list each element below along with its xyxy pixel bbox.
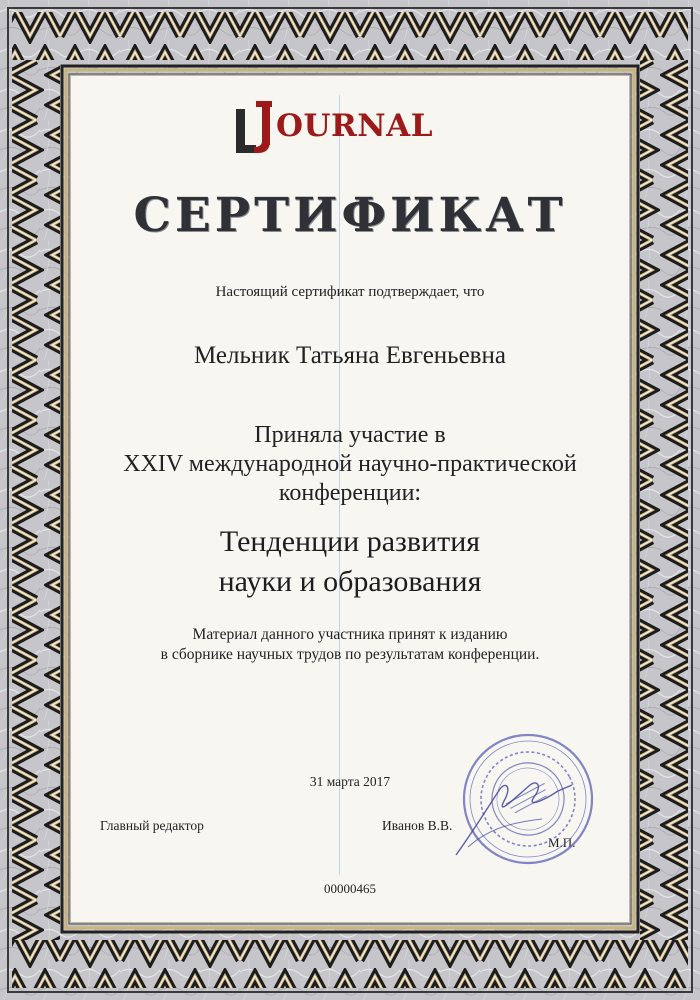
conference-topic xyxy=(0,522,700,602)
logo-wordmark: OURNAL xyxy=(276,108,433,144)
editor-label: Главный редактор xyxy=(100,818,204,833)
material-line: в сборнике научных трудов по результатам конференции. xyxy=(160,646,540,663)
participation-line: Приняла участие в xyxy=(254,422,446,448)
recipient-name: Мельник Татьяна Евгеньевна xyxy=(194,342,506,369)
topic-line: науки и образования xyxy=(218,565,482,598)
topic-line: Тенденции развития xyxy=(219,525,481,558)
ljournal-logo xyxy=(236,101,466,161)
intro-text: Настоящий сертификат подтверждает, что xyxy=(215,284,485,300)
material-line: Материал данного участника принят к изданию xyxy=(192,626,508,643)
certificate-number: 00000465 xyxy=(324,881,376,896)
participation-line: XXIV международной научно-практической xyxy=(123,451,577,477)
logo-j-glyph xyxy=(252,101,274,153)
issue-date: 31 марта 2017 xyxy=(309,774,391,789)
editor-name: Иванов В.В. xyxy=(382,818,453,833)
seal-label: М.П. xyxy=(548,835,576,850)
material-note xyxy=(0,625,700,665)
official-stamp xyxy=(446,727,606,877)
participation-line: конференции: xyxy=(278,480,422,506)
certificate-title: СЕРТИФИКАТ xyxy=(133,188,567,243)
participation-text xyxy=(0,421,700,508)
